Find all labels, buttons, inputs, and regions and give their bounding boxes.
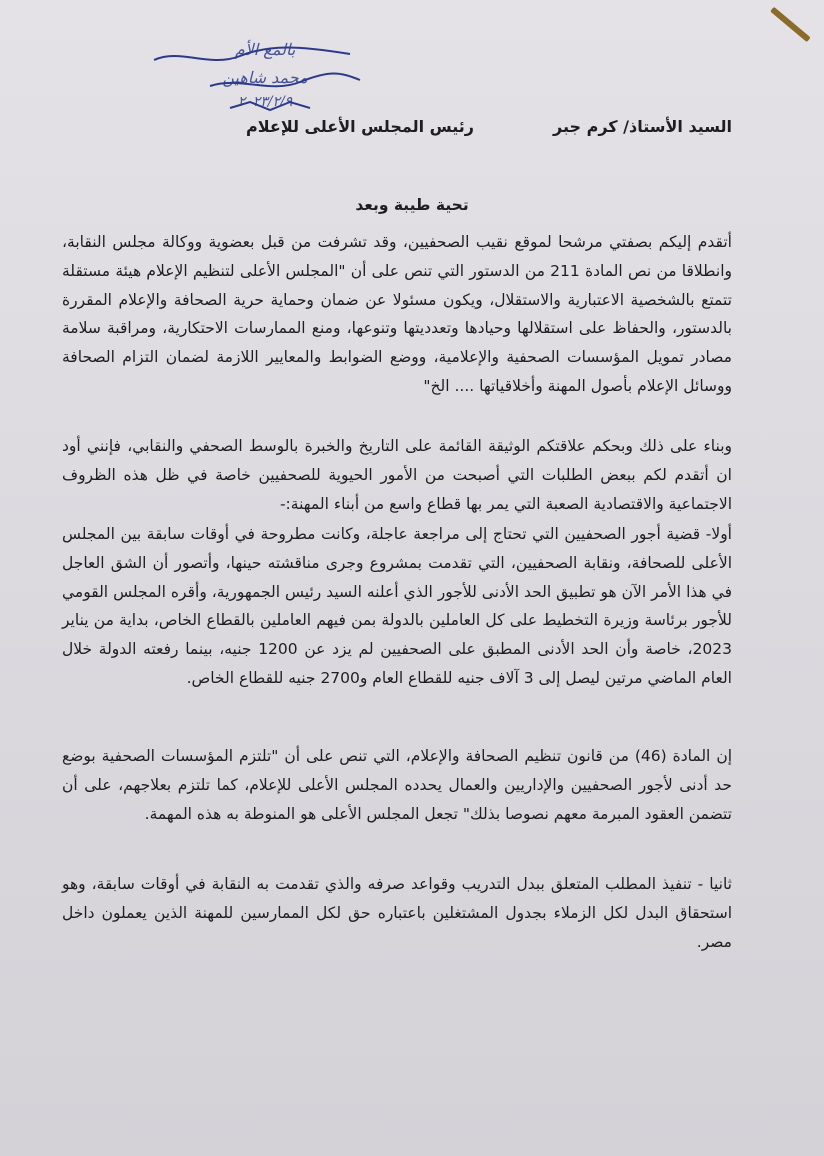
greeting: تحية طيبة وبعد xyxy=(355,196,469,214)
addressee: السيد الأستاذ/ كرم جبر xyxy=(553,117,732,136)
annotation-line-2: محمد شاهين xyxy=(222,68,308,87)
paragraph-request: وبناء على ذلك وبحكم علاقتكم الوثيقة القائمة على التاريخ والخبرة بالوسط الصحفي والنقابي، فإنني أود ان أتقدم لكم ببعض الطلبات التي أصبحت من الأمور الحيوية للصحفيين خاصة في ظل هذه الظروف الاجتماعية والاقتصادية الصعبة التي يمر بها قطاع واسع من أبناء المهنة:- xyxy=(62,437,732,513)
paragraph-first-point: أولا- قضية أجور الصحفيين التي تحتاج إلى مراجعة عاجلة، وكانت مطروحة في أوقات سابقة بين المجلس الأعلى للصحافة، ونقابة الصحفيين، التي تقدمت بمشروع وجرى مناقشته حينها، وأتصور أن الشق العاجل في هذا الأمر الآن هو تطبيق الحد الأدنى للأجور الذي أعلنه السيد رئيس الجمهورية، وأقره المجلس القومي للأجور برئاسة وزيرة التخطيط على كل العاملين بالدولة بمن فيهم العاملين بالقطاع الخاص، بداية من يناير 2023، خاصة وأن الحد الأدنى المطبق على الصحفيين لم يزد عن 1200 جنيه، بينما رفعته الدولة خلال العام الماضي مرتين ليصل إلى 3 آلاف جنيه للقطاع العام و2700 جنيه للقطاع الخاص. xyxy=(62,525,732,687)
annotation-line-1: بالمع الأم xyxy=(234,40,296,59)
paragraph-second-point: ثانيا - تنفيذ المطلب المتعلق ببدل التدريب وقواعد صرفه والذي تقدمت به النقابة في أوقات سابقة، وهو استحقاق البدل لكل الزملاء بجدول المشتغلين باعتباره حق لكل الممارسين للمهنة الذين يعملون داخل مصر. xyxy=(62,875,732,951)
paragraph-article-46: إن المادة (46) من قانون تنظيم الصحافة والإعلام، التي تنص على أن "تلتزم المؤسسات الصحفية بوضع حد أدنى لأجور الصحفيين والإداريين والعمال يحدده المجلس الأعلى للإعلام، كما تلتزم بعلاجهم، على أن تتضمن العقود المبرمة معهم نصوصا بذلك" تجعل المجلس الأعلى هو المنوطة به هذه المهمة. xyxy=(62,747,733,823)
paragraph-intro: أتقدم إليكم بصفتي مرشحا لموقع نقيب الصحفيين، وقد تشرفت من قبل بعضوية ووكالة مجلس النقابة، وانطلاقا من نص المادة 211 من الدستور التي تنص على أن "المجلس الأعلى لتنظيم الإعلام هيئة مستقلة تتمتع بالشخصية الاعتبارية والاستقلال، ويكون مسئولا عن ضمان وحماية حرية الصحافة والإعلام المقررة بالدستور، والحفاظ على استقلالها وحيادها وتعدديتها وتنوعها، ومنع الممارسات الاحتكارية، ومراقبة سلامة مصادر تمويل المؤسسات الصحفية والإعلامية، ووضع الضوابط والمعايير اللازمة لضمان التزام الصحافة ووسائل الإعلام بأصول المهنة وأخلاقياتها .... الخ" xyxy=(62,233,732,395)
letter-header xyxy=(40,117,732,141)
annotation-line-3: ٢٠٢٣/٢/٩ xyxy=(237,94,293,110)
handwritten-annotation xyxy=(150,38,380,118)
addressee-title: رئيس المجلس الأعلى للإعلام xyxy=(246,117,474,136)
